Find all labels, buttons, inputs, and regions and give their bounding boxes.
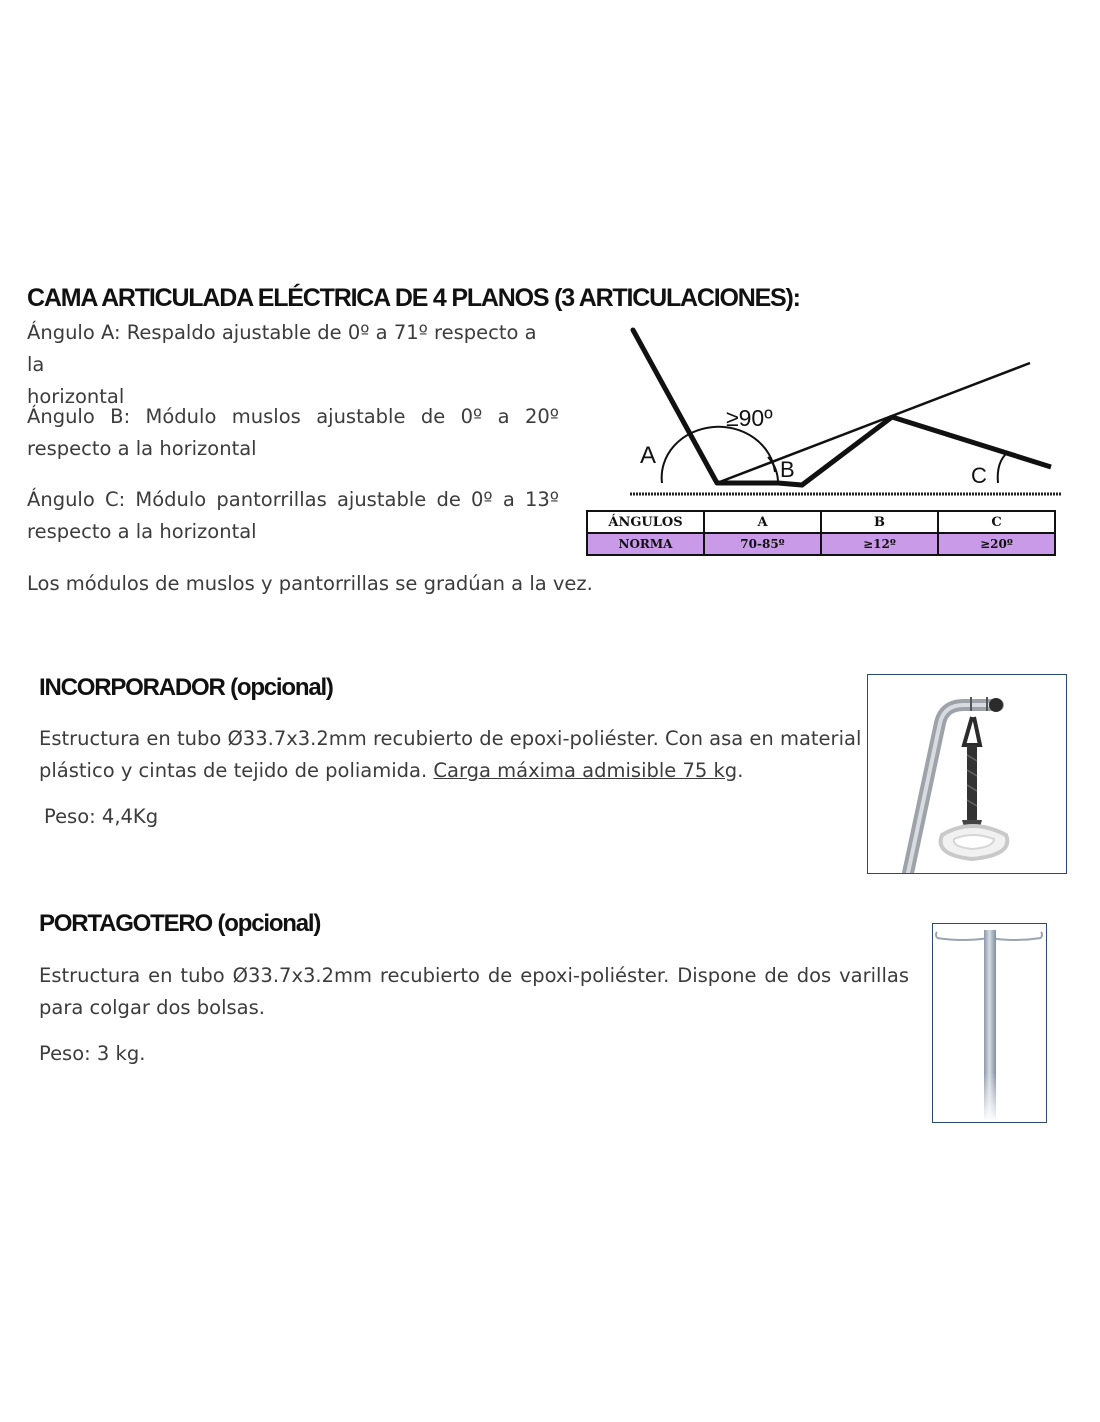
angle-c-text: Ángulo C: Módulo pantorrillas ajustable de 0º a 13º respecto a la horizontal (27, 488, 559, 543)
incorporador-desc-line-2 (39, 755, 859, 787)
incorporador-image (867, 674, 1067, 874)
incorporador-title: INCORPORADOR (opcional) (39, 674, 333, 701)
iv-pole-icon (933, 924, 1046, 1122)
incorporador-weight: Peso: 4,4Kg (44, 805, 159, 828)
bed-title: CAMA ARTICULADA ELÉCTRICA DE 4 PLANOS (3 ARTICULACIONES): (27, 284, 800, 312)
angle-a-text (27, 317, 559, 413)
angle-b-text: Ángulo B: Módulo muslos ajustable de 0º a 20º respecto a la horizontal (27, 405, 559, 460)
angle-table-header-cell: A (704, 511, 821, 533)
angle-a-line-1: Ángulo A: Respaldo ajustable de 0º a 71º respecto a la (27, 321, 537, 376)
angle-a-line-2: horizontal (27, 385, 125, 408)
angle-table-header-cell: B (821, 511, 938, 533)
trapeze-bar-icon (868, 675, 1066, 873)
diagram-label-a: A (640, 442, 657, 469)
incorporador-desc-period: . (737, 759, 744, 782)
calf-line (892, 417, 1051, 467)
angle-table-header (587, 511, 1055, 533)
diagram-label-b: B (780, 457, 795, 482)
incorporador-desc-text: plástico y cintas de tejido de poliamida. (39, 759, 434, 782)
angle-table-cell: 70-85º (704, 533, 821, 555)
portagotero-description: Estructura en tubo Ø33.7x3.2mm recubierto de epoxi-poliéster. Dispone de dos varillas para colgar dos bolsas. (39, 964, 909, 1019)
angle-table-cell: NORMA (587, 533, 704, 555)
bed-angle-diagram (580, 320, 1080, 510)
angle-table-cell: ≥20º (938, 533, 1055, 555)
portagotero-image (932, 923, 1047, 1123)
incorporador-description (39, 723, 862, 787)
thigh-line (778, 417, 892, 485)
portagotero-title: PORTAGOTERO (opcional) (39, 910, 321, 937)
angle-table-header-cell: C (938, 511, 1055, 533)
angle-table (586, 510, 1056, 556)
modules-note: Los módulos de muslos y pantorrillas se gradúan a la vez. (27, 572, 593, 595)
angle-table-row (587, 533, 1055, 555)
diagram-label-c: C (971, 463, 987, 488)
max-load-text: Carga máxima admisible 75 kg (433, 759, 738, 782)
incorporador-desc-line-1: Estructura en tubo Ø33.7x3.2mm recubierto de epoxi-poliéster. Con asa en material (39, 727, 862, 750)
diagram-label-angle: ≥90º (726, 405, 773, 431)
angle-a-arc (662, 427, 775, 483)
angle-table-header-cell: ÁNGULOS (587, 511, 704, 533)
angle-c-arc (998, 452, 1008, 483)
portagotero-weight: Peso: 3 kg. (39, 1042, 146, 1065)
angle-table-cell: ≥12º (821, 533, 938, 555)
